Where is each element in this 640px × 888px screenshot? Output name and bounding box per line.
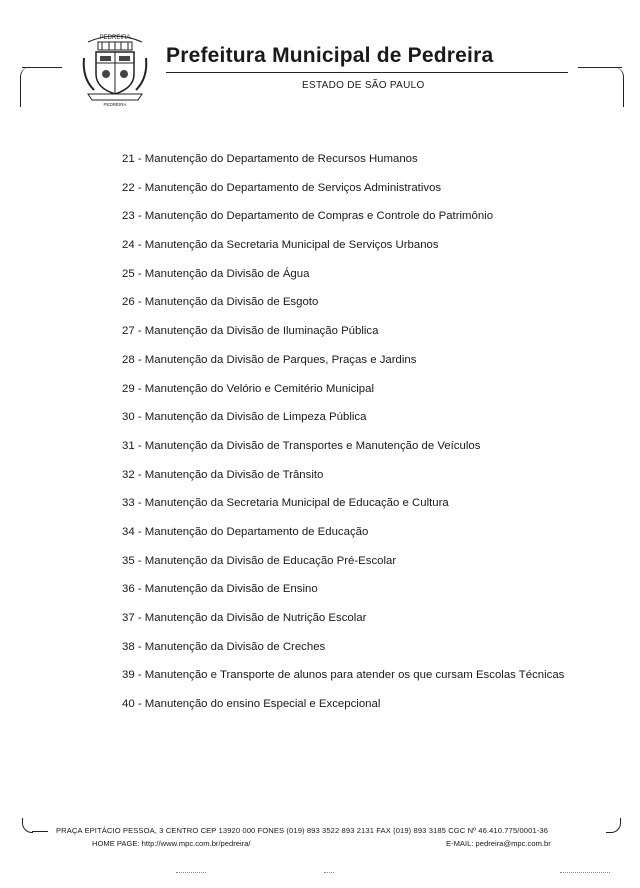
items-list — [122, 152, 592, 726]
footer-home-page: HOME PAGE: http://www.mpc.com.br/pedreira/ — [92, 839, 251, 848]
scan-artifact — [176, 872, 206, 873]
list-item: 32 - Manutenção da Divisão de Trânsito — [122, 468, 324, 481]
list-item: 28 - Manutenção da Divisão de Parques, Praças e Jardins — [122, 353, 417, 366]
list-item: 30 - Manutenção da Divisão de Limpeza Pública — [122, 411, 367, 424]
list-item: 21 - Manutenção do Departamento de Recursos Humanos — [122, 153, 418, 165]
document-title: Prefeitura Municipal de Pedreira — [166, 44, 494, 67]
list-item: 23 - Manutenção do Departamento de Compras e Controle do Patrimônio — [122, 210, 494, 223]
list-item: 40 - Manutenção do ensino Especial e Excepcional — [122, 698, 381, 711]
list-item: 26 - Manutenção da Divisão de Esgoto — [122, 296, 319, 309]
crest-bottom-text: PEDREIRA — [103, 102, 127, 107]
list-item: 35 - Manutenção da Divisão de Educação Pré-Escolar — [122, 554, 397, 567]
footer-email: E-MAIL: pedreira@mpc.com.br — [446, 839, 551, 848]
list-item: 27 - Manutenção da Divisão de Iluminação Pública — [122, 325, 379, 338]
list-item: 36 - Manutenção da Divisão de Ensino — [122, 583, 318, 596]
coat-of-arms-icon — [78, 28, 152, 108]
footer-rule-right — [606, 818, 621, 833]
list-item: 39 - Manutenção e Transporte de alunos para atender os que cursam Escolas Técnicas — [122, 669, 565, 682]
header-rule-right — [578, 67, 622, 68]
scan-artifact — [324, 872, 334, 873]
crest-top-text: PEDREIRA — [99, 35, 131, 41]
list-item: 34 - Manutenção do Departamento de Educação — [122, 525, 369, 538]
footer-dash-left — [32, 831, 48, 832]
list-item: 37 - Manutenção da Divisão de Nutrição Escolar — [122, 612, 367, 624]
list-item: 33 - Manutenção da Secretaria Municipal de Educação e Cultura — [122, 497, 449, 510]
footer-address: PRAÇA EPITÁCIO PESSOA, 3 CENTRO CEP 13920 000 FONES (019) 893 3522 893 2131 FAX (019) 893 3185 CGC Nº 46.410.775/0001-36 — [56, 826, 549, 835]
document-subtitle: ESTADO DE SÃO PAULO — [302, 80, 425, 91]
list-item: 29 - Manutenção do Velório e Cemitério Municipal — [122, 382, 374, 395]
title-underline — [166, 72, 568, 73]
list-item: 24 - Manutenção da Secretaria Municipal de Serviços Urbanos — [122, 239, 439, 252]
list-item: 22 - Manutenção do Departamento de Serviços Administrativos — [122, 181, 442, 194]
list-item: 25 - Manutenção da Divisão de Água — [122, 267, 310, 280]
scan-artifact — [560, 872, 610, 873]
header-rule-left — [22, 67, 62, 68]
list-item: 31 - Manutenção da Divisão de Transportes e Manutenção de Veículos — [122, 439, 481, 452]
list-item: 38 - Manutenção da Divisão de Creches — [122, 640, 326, 653]
